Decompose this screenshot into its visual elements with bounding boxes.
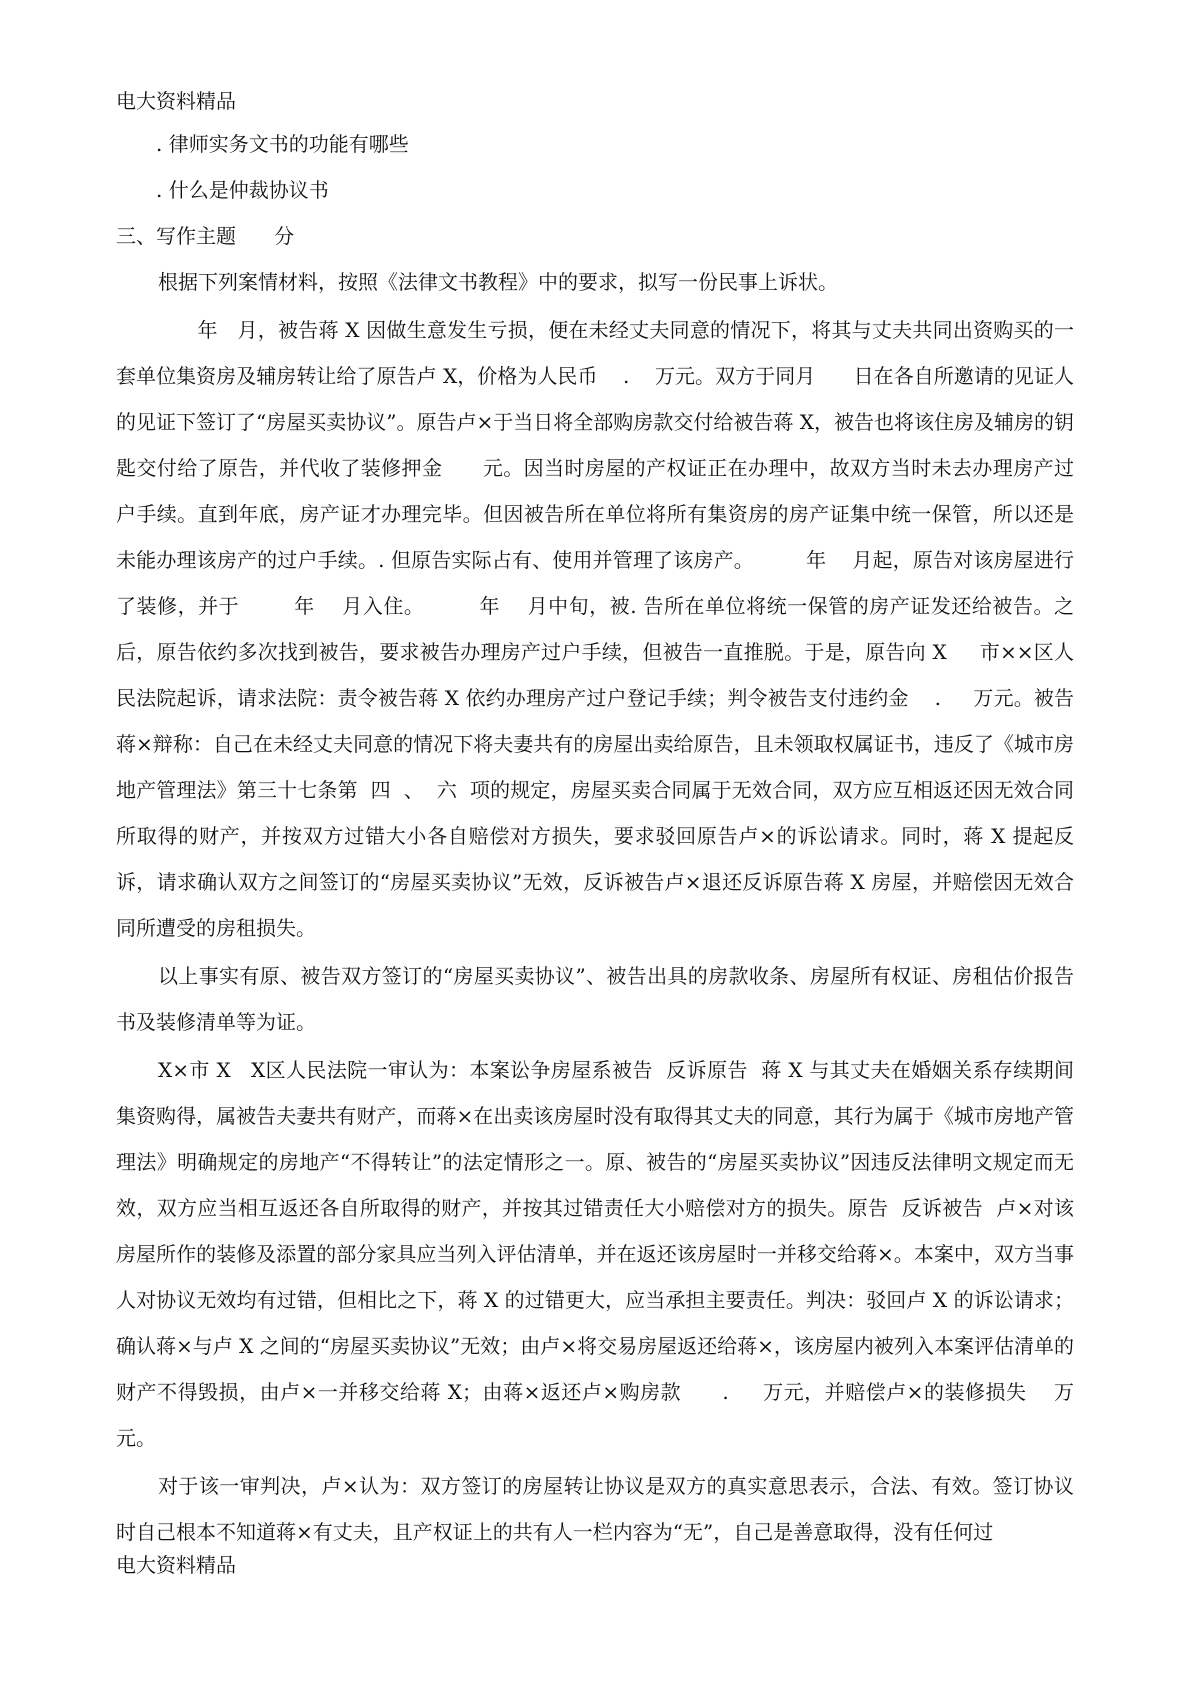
paragraph: 对于该一审判决，卢×认为：双方签订的房屋转让协议是双方的真实意思表示，合法、有效。签订协议时自己根本不知道蒋×有丈夫，且产权证上的共有人一栏内容为“无”，自己是善意取得，没有任何过 <box>116 1474 1074 1544</box>
question-item: . 律师实务文书的功能有哪些 <box>156 132 409 156</box>
paragraph: 以上事实有原、被告双方签订的“房屋买卖协议”、被告出具的房款收条、房屋所有权证、房租估价报告书及装修清单等为证。 <box>116 964 1074 1034</box>
section-heading: 三、写作主题 分 <box>116 224 295 248</box>
page-header: 电大资料精品 <box>116 89 236 113</box>
paragraph: X×市 X X区人民法院一审认为：本案讼争房屋系被告 反诉原告 蒋 X 与其丈夫在婚姻关系存续期间集资购得，属被告夫妻共有财产，而蒋×在出卖该房屋时没有取得其丈夫的同意，其行为属于《城市房地产管理法》明确规定的房地产“不得转让”的法定情形之一。原、被告的“房屋买卖协议”因违反法律明文规定而无效，双方应当相互返还各自所取得的财产，并按其过错责任大小赔偿对方的损失。原告 反诉被告 卢×对该房屋所作的装修及添置的部分家具应当列入评估清单，并在返还该房屋时一并移交给蒋×。本案中，双方当事人对协议无效均有过错，但相比之下，蒋 X 的过错更大，应当承担主要责任。判决：驳回卢 X 的诉讼请求；确认蒋×与卢 X 之间的“房屋买卖协议”无效；由卢×将交易房屋返还给蒋×，该房屋内被列入本案评估清单的财产不得毁损，由卢×一并移交给蒋 X；由蒋×返还卢×购房款 . 万元，并赔偿卢×的装修损失 万元。 <box>116 1058 1074 1450</box>
paragraph: 根据下列案情材料，按照《法律文书教程》中的要求，拟写一份民事上诉状。 <box>158 270 838 294</box>
paragraph: 年 月，被告蒋 X 因做生意发生亏损，便在未经丈夫同意的情况下，将其与丈夫共同出资购买的一套单位集资房及辅房转让给了原告卢 X，价格为人民币 . 万元。双方于同月 日在各自所邀请的见证人的见证下签订了“房屋买卖协议”。原告卢×于当日将全部购房款交付给被告蒋 X，被告也将该住房及辅房的钥匙交付给了原告，并代收了装修押金 元。因当时房屋的产权证正在办理中，故双方当时未去办理房产过户手续。直到年底，房产证才办理完毕。但因被告所在单位将所有集资房的房产证集中统一保管，所以还是未能办理该房产的过户手续。. 但原告实际占有、使用并管理了该房产。 年 月起，原告对该房屋进行了装修，并于 年 月入住。 年 月中旬，被. 告所在单位将统一保管的房产证发还给被告。之后，原告依约多次找到被告，要求被告办理房产过户手续，但被告一直推脱。于是，原告向 X 市××区人民法院起诉，请求法院：责令被告蒋 X 依约办理房产过户登记手续；判令被告支付违约金 . 万元。被告蒋×辩称：自己在未经丈夫同意的情况下将夫妻共有的房屋出卖给原告，且未领取权属证书，违反了《城市房地产管理法》第三十七条第 四 、 六 项的规定，房屋买卖合同属于无效合同，双方应互相返还因无效合同所取得的财产，并按双方过错大小各自赔偿对方损失，要求驳回原告卢×的诉讼请求。同时，蒋 X 提起反诉，请求确认双方之间签订的“房屋买卖协议”无效，反诉被告卢×退还反诉原告蒋 X 房屋，并赔偿因无效合同所遭受的房租损失。 <box>116 318 1074 940</box>
question-item: . 什么是仲裁协议书 <box>156 178 329 202</box>
document-body <box>116 121 1074 1557</box>
page-footer: 电大资料精品 <box>116 1553 236 1577</box>
